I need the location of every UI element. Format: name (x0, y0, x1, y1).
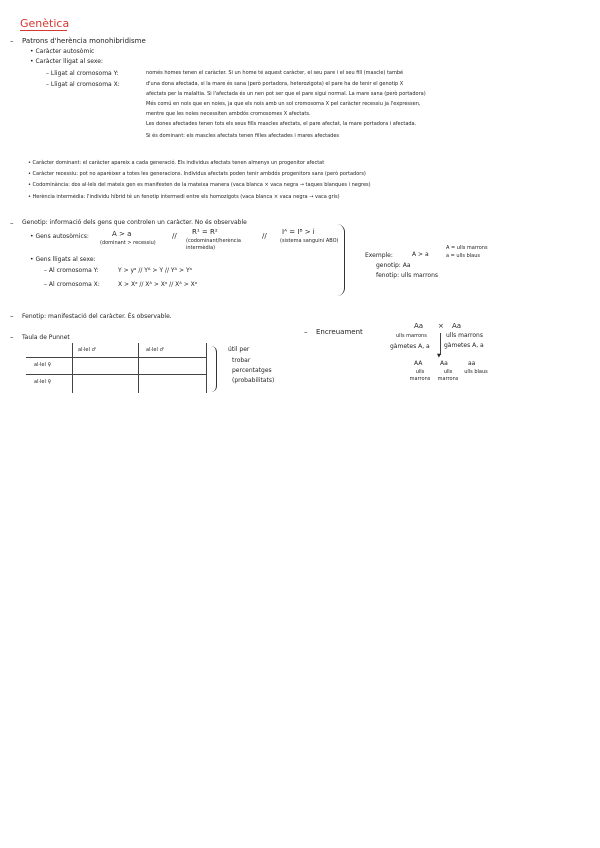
dash-marker: – (10, 219, 14, 227)
lligat-x-text-1: d'una dona afectada, si la mare és sana (però portadora, heterozigota) el pare ha de tenir el genotip X (146, 81, 404, 87)
gens-lligats-label: • Gens lligats al sexe: (30, 256, 96, 263)
ulls-blaus: a = ulls blaus (446, 253, 480, 259)
autosomic-item: • Caràcter autosòmic (30, 48, 95, 55)
parent-2: Aa (452, 322, 462, 330)
bullet-intermedia: • Herència intermèdia: l'individu híbrid té un fenotip intermedi entre els homozigots (vaca blanca × vaca negra → vaca gris) (28, 194, 340, 200)
cross-arrow (440, 333, 441, 355)
offspring-2: Aa (440, 360, 448, 367)
patrons-heading: Patrons d'herència monohibridisme (22, 37, 146, 45)
punnet-note-1: útil per (228, 346, 250, 353)
bullet-recessiu: • Caràcter recessiu: pot no aparèixer a totes les generacions. Individus afectats poden tenir ambdós progenitors sans (però portadors) (28, 171, 366, 177)
bullet-dominant: • Caràcter dominant: el caràcter apareix a cada generació. Els individus afectats tenen almenys un progenitor afectat (28, 160, 325, 166)
punnet-grid-line (72, 343, 73, 393)
al-x-formula: X > Xᵃ // Xᴬ > Xᵃ // Xᴬ > Xᵃ (118, 281, 198, 288)
offspring-3-desc: ulls blaus (464, 369, 488, 375)
fenotip-heading: Fenotip: manifestació del caràcter. És observable. (22, 313, 172, 320)
separator: // (262, 232, 267, 240)
a-gt-a: A > a (112, 230, 132, 238)
gametes-2: gàmetes A, a (444, 342, 484, 349)
punnet-grid-line (138, 343, 139, 393)
sexe-item: • Caràcter lligat al sexe: (30, 58, 103, 65)
lligat-x-text-6: Si és dominant: els mascles afectats tenen filles afectades i mares afectades (146, 133, 340, 139)
fenotip-example: fenotip: ulls marrons (376, 272, 439, 279)
bullet-codominancia: • Codominància: dos al·lels del mateix gen es manifesten de la mateixa manera (vaca blanca × vaca negra → taques blanques i negres) (28, 182, 371, 188)
arrow-head-icon: ▼ (437, 353, 441, 359)
dash-marker: – (10, 37, 14, 45)
al-x-label: – Al cromosoma X: (44, 281, 100, 288)
dominant-recessiu: (dominant > recessiu) (100, 240, 156, 246)
lligat-x-text-5: Les dones afectades tenen tots els seus fills mascles afectats, el pare afectat, la mare portadora i afectada. (146, 121, 417, 127)
codominant-note: (codominant/herència intermèdia) (186, 238, 241, 251)
sistema-note: (sistema sanguini ABO) (280, 238, 339, 244)
punnet-col-2: al·lel ♂ (146, 347, 164, 353)
offspring-2-desc: ulls marrons (437, 369, 459, 382)
lligat-x-text-3: Més comú en nois que en noies, ja que els nois amb un sol cromosoma X pel caràcter recessiu ja l'expressen, (146, 101, 421, 107)
offspring-1: AA (414, 360, 423, 367)
exemple-label: Exemple: (365, 252, 393, 259)
right-brace (336, 224, 345, 296)
parent-1: Aa (414, 322, 424, 330)
punnet-col-1: al·lel ♂ (78, 347, 96, 353)
offspring-1-desc: ulls marrons (409, 369, 431, 382)
punnet-row-1: al·lel ♀ (34, 362, 52, 368)
punnet-note-3: percentatges (232, 367, 272, 374)
parent-1-desc: ulls marrons (396, 333, 427, 339)
punnet-note-4: (probabilitats) (232, 377, 275, 384)
lligat-x-text-2: afectats per la malaltia. Si l'afectada és un nen pot ser que el pare sigui normal. La mare sana (però portadora) (146, 91, 426, 97)
gametes-1: gàmetes A, a (390, 343, 430, 350)
separator: // (172, 232, 177, 240)
r1-r2: R¹ = R² (192, 228, 218, 236)
encreuament-heading: Encreuament (316, 328, 363, 336)
cross-symbol: × (438, 322, 444, 330)
dash-marker: – (10, 312, 14, 320)
al-y-formula: Y > yᵃ // Yᴬ > Y // Yᴬ > Yᵃ (118, 267, 192, 274)
exemple-a-gt-a: A > a (412, 251, 429, 258)
ia-ib: Iᴬ = Iᴮ > i (282, 228, 315, 236)
dash-marker: – (304, 328, 308, 336)
parent-2-desc: ulls marrons (446, 332, 483, 339)
lligat-y-label: – Lligat al cromosoma Y: (46, 70, 119, 77)
punnet-note-2: trobar (232, 357, 251, 364)
right-brace (210, 346, 217, 392)
page-title: Genètica (20, 17, 70, 30)
lligat-x-label: – Lligat al cromosoma X: (46, 81, 120, 88)
title-underline (20, 30, 67, 31)
punnet-grid-line (206, 343, 207, 393)
genotip-example: genotip: Aa (376, 262, 411, 269)
punnet-grid-line (26, 374, 206, 375)
punnet-grid-line (26, 357, 206, 358)
punnet-heading: Taula de Punnet (22, 334, 70, 341)
punnet-row-2: al·lel ♀ (34, 379, 52, 385)
genotip-heading: Genotip: informació dels gens que controlen un caràcter. No és observable (22, 219, 247, 226)
offspring-3: aa (468, 360, 476, 367)
lligat-x-text-4: mentre que les noies necessiten ambdós cromosomes X afectats. (146, 111, 311, 117)
ulls-marrons: A = ulls marrons (446, 245, 488, 251)
lligat-y-text: només homes tenen el caràcter. Si un home té aquest caràcter, el seu pare i el seu fill (mascle) també (146, 70, 404, 76)
gens-autosomics-label: • Gens autosòmics: (30, 233, 89, 240)
al-y-label: – Al cromosoma Y: (44, 267, 99, 274)
dash-marker: – (10, 333, 14, 341)
